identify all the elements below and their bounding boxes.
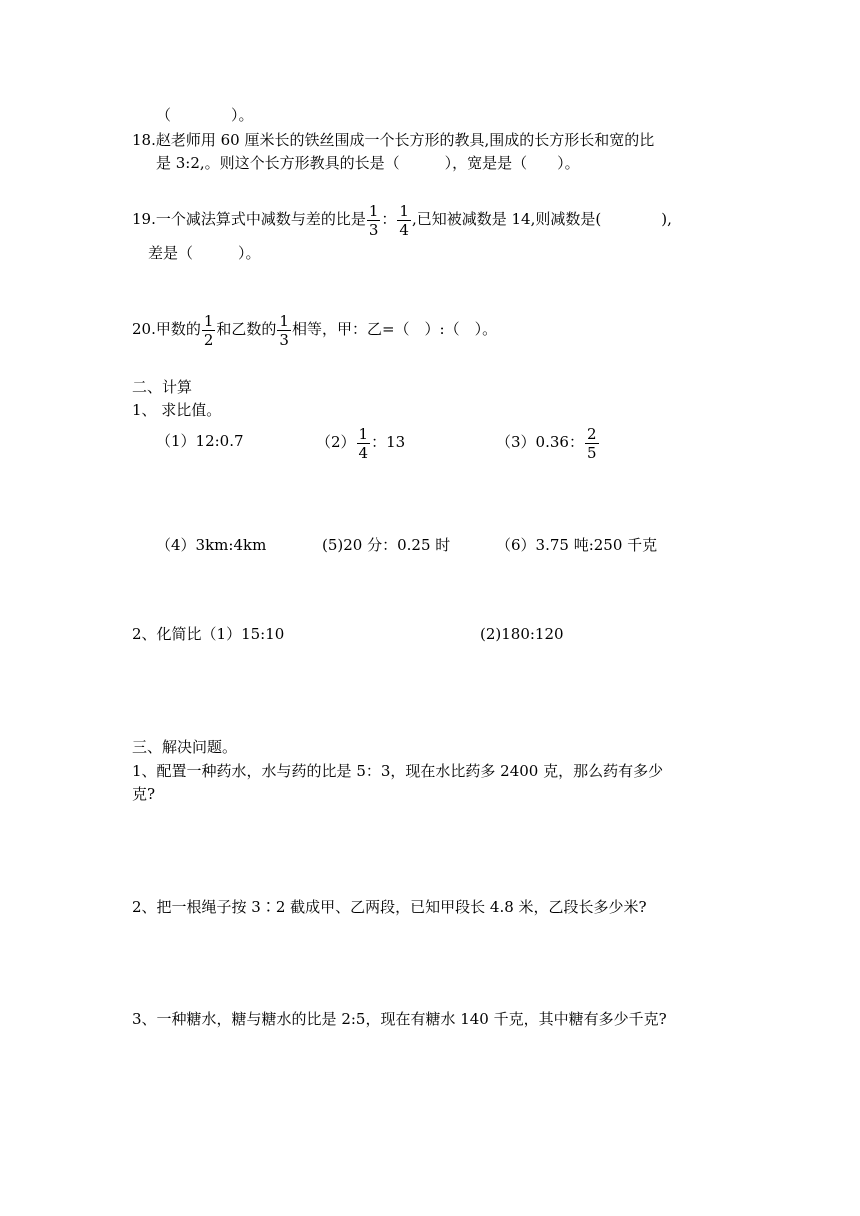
section3-title: 三、解决问题。 [132, 738, 238, 756]
calc-item-2-prefix: （2） [316, 433, 356, 451]
q17-answer-blank: （ ）。 [156, 106, 254, 124]
q19-frac1-den: 3 [368, 220, 379, 239]
simplify-item-2: (2)180:120 [480, 625, 564, 643]
problem-1-line1: 1、配置一种药水，水与药的比是 5：3，现在水比药多 2400 克，那么药有多少 [132, 762, 664, 780]
section2-title: 二、计算 [132, 378, 193, 396]
q19-fraction-1 [367, 202, 381, 239]
simplify-item-1: 2、化简比（1）15:10 [132, 625, 285, 643]
calc-item-2-den: 4 [358, 443, 369, 462]
calc-item-3-num: 2 [586, 424, 597, 443]
q20-fraction-2 [277, 312, 291, 349]
q20-line [132, 308, 497, 350]
calc-item-3-fraction [585, 425, 599, 462]
q20-middle: 和乙数的 [216, 320, 277, 338]
calc-item-1: （1）12:0.7 [156, 432, 244, 450]
q20-fraction-1 [202, 312, 216, 349]
calc-item-5: (5)20 分：0.25 时 [322, 536, 451, 554]
q19-frac2-den: 4 [399, 220, 409, 239]
problem-1-line2: 克? [132, 785, 156, 803]
problem-2: 2、把一根绳子按 3∶2 截成甲、乙两段，已知甲段长 4.8 米，乙段长多少米? [132, 898, 647, 916]
q20-frac1-num: 1 [203, 311, 214, 330]
calc-item-4: （4）3km:4km [156, 536, 267, 554]
calc-item-2-suffix: ：13 [371, 433, 406, 451]
q19-line2: 差是（ ）。 [148, 244, 261, 262]
q19-frac2-num: 1 [399, 201, 409, 220]
calc-item-2 [316, 421, 405, 463]
calc-item-3 [496, 421, 600, 463]
calc-item-2-fraction [357, 425, 371, 462]
q18-line2: 是 3:2,。则这个长方形教具的长是（ ），宽是是（ ）。 [156, 154, 580, 172]
q20-prefix: 20.甲数的 [132, 320, 201, 338]
q19-prefix: 19.一个减法算式中减数与差的比是 [132, 210, 366, 228]
q20-frac2-den: 3 [279, 330, 289, 349]
q19-fraction-2 [397, 202, 411, 239]
q18-line1: 18.赵老师用 60 厘米长的铁丝围成一个长方形的教具,围成的长方形长和宽的比 [132, 131, 655, 149]
q20-frac1-den: 2 [203, 330, 214, 349]
calc-item-6: （6）3.75 吨:250 千克 [496, 536, 658, 554]
q20-frac2-num: 1 [279, 311, 289, 330]
q20-suffix: 相等，甲：乙=（ ）:（ ）。 [291, 320, 498, 338]
q19-colon: ： [381, 210, 397, 228]
q19-frac1-num: 1 [368, 201, 379, 220]
q19-suffix: ,已知被减数是 14,则减数是( ), [411, 210, 672, 228]
section2-sub1: 1、 求比值。 [132, 401, 222, 419]
calc-item-2-num: 1 [358, 424, 369, 443]
calc-item-3-den: 5 [586, 443, 597, 462]
problem-3: 3、一种糖水，糖与糖水的比是 2:5，现在有糖水 140 千克，其中糖有多少千克? [132, 1010, 667, 1028]
calc-item-3-prefix: （3）0.36： [496, 433, 584, 451]
q19-line1 [132, 198, 672, 240]
